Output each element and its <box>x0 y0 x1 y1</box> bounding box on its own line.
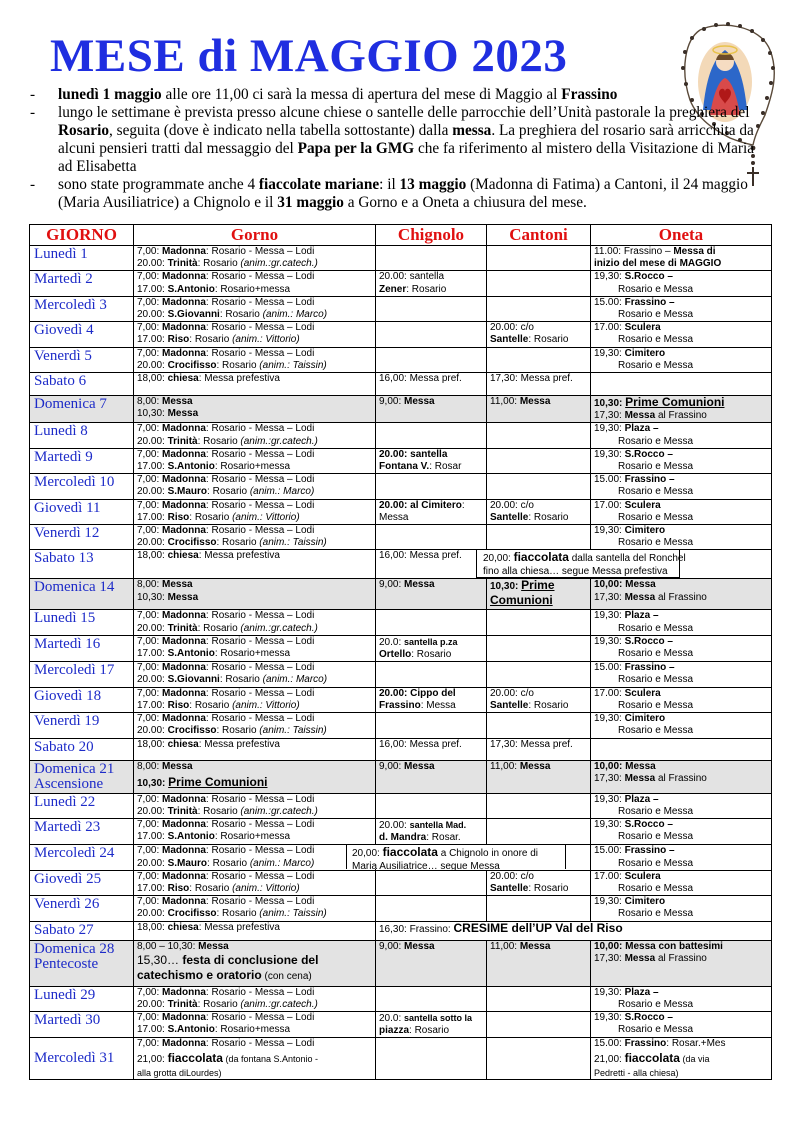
chignolo-cell <box>376 662 487 687</box>
chignolo-cell <box>376 322 487 347</box>
table-row <box>30 246 772 271</box>
chignolo-cell: 20.0: santella p.za Ortello: Rosario <box>376 635 487 661</box>
day-cell: Martedì 16 <box>30 635 134 661</box>
gorno-cell: 7,00: Madonna: Rosario - Messa – Lodi 20.00: S.Giovanni: Rosario (anim.: Marco) <box>134 662 376 687</box>
chignolo-cell: 9,00: Messa <box>376 579 487 610</box>
table-row <box>30 921 772 940</box>
oneta-cell: 19,30: S.Rocco – Rosario e Messa <box>591 271 772 296</box>
oneta-cell: 17.00: Sculera Rosario e Messa <box>591 687 772 712</box>
oneta-cell: 10,00: Messa 17,30: Messa al Frassino <box>591 760 772 793</box>
table-row <box>30 271 772 296</box>
intro-item-1: - lunedì 1 maggio alle ore 11,00 ci sarà la messa di apertura del mese di Maggio al Frassino <box>30 86 770 104</box>
cantoni-cell <box>487 610 591 635</box>
oneta-cell: 15.00: Frassino – Rosario e Messa <box>591 474 772 499</box>
oneta-cell: 19,30: Cimitero Rosario e Messa <box>591 525 772 550</box>
gorno-cell: 8,00: Messa 10,30: Messa <box>134 396 376 423</box>
chignolo-cell <box>376 896 487 921</box>
chignolo-cell <box>376 347 487 372</box>
oneta-cell: 17.00: Sculera Rosario e Messa <box>591 870 772 895</box>
table-row <box>30 793 772 818</box>
table-row <box>30 760 772 793</box>
cantoni-cell <box>487 271 591 296</box>
day-cell: Martedì 9 <box>30 448 134 473</box>
cantoni-cell <box>487 818 591 844</box>
gorno-cell: 18,00: chiesa: Messa prefestiva <box>134 738 376 760</box>
col-header-oneta: Oneta <box>591 225 772 246</box>
cantoni-cell <box>487 662 591 687</box>
gorno-cell: 18,00: chiesa: Messa prefestiva <box>134 550 376 579</box>
table-row <box>30 896 772 921</box>
day-cell: Venerdì 19 <box>30 713 134 738</box>
gorno-cell: 7,00: Madonna: Rosario - Messa – Lodi 20.00: Crocifisso: Rosario (anim.: Taissin) <box>134 347 376 372</box>
oneta-cell: 19,30: Plaza – Rosario e Messa <box>591 793 772 818</box>
chignolo-cell: 16,00: Messa pref. <box>376 550 487 579</box>
table-row <box>30 738 772 760</box>
table-row <box>30 525 772 550</box>
intro-list <box>30 86 770 212</box>
table-row <box>30 373 772 396</box>
oneta-cell: 15.00: Frassino: Rosar.+Mes 21,00: fiaccolata (da via Pedretti - alla chiesa) <box>591 1038 772 1080</box>
day-cell: Giovedì 25 <box>30 870 134 895</box>
oneta-cell: 10,30: Prime Comunioni 17,30: Messa al Frassino <box>591 396 772 423</box>
cantoni-cell: 20.00: c/o Santelle: Rosario <box>487 499 591 524</box>
gorno-cell: 7,00: Madonna: Rosario - Messa – Lodi 20.00: S.Mauro: Rosario (anim.: Marco) <box>134 845 376 870</box>
chignolo-cell: 9,00: Messa <box>376 396 487 423</box>
oneta-cell: 19,30: S.Rocco – Rosario e Messa <box>591 1011 772 1037</box>
oneta-cell: 19,30: S.Rocco – Rosario e Messa <box>591 818 772 844</box>
chignolo-cell: 20.00: santella Mad. d. Mandra: Rosar. <box>376 818 487 844</box>
chignolo-cell: 20.00: santella Fontana V.: Rosar <box>376 448 487 473</box>
cantoni-cell <box>487 296 591 321</box>
cantoni-cell <box>487 986 591 1011</box>
day-cell: Martedì 30 <box>30 1011 134 1037</box>
chignolo-cell <box>376 1038 487 1080</box>
gorno-cell: 7,00: Madonna: Rosario - Messa – Lodi 17.00: S.Antonio: Rosario+messa <box>134 271 376 296</box>
cantoni-cell <box>487 1038 591 1080</box>
col-header-giorno: GIORNO <box>30 225 134 246</box>
table-row <box>30 845 772 870</box>
chignolo-cell <box>376 423 487 448</box>
chignolo-cell <box>376 986 487 1011</box>
day-cell: Venerdì 26 <box>30 896 134 921</box>
oneta-cell: 17.00: Sculera Rosario e Messa <box>591 322 772 347</box>
table-row <box>30 713 772 738</box>
chignolo-cell <box>376 713 487 738</box>
cantoni-cell: 11,00: Messa <box>487 396 591 423</box>
day-cell: Lunedì 22 <box>30 793 134 818</box>
cantoni-cell <box>487 1011 591 1037</box>
gorno-cell: 7,00: Madonna: Rosario - Messa – Lodi 17.00: Riso: Rosario (anim.: Vittorio) <box>134 499 376 524</box>
day-cell: Domenica 14 <box>30 579 134 610</box>
cantoni-cell: 17,30: Messa pref. <box>487 373 591 396</box>
oneta-cell: 15.00: Frassino – Rosario e Messa <box>591 845 772 870</box>
day-cell: Mercoledì 3 <box>30 296 134 321</box>
gorno-cell: 18,00: chiesa: Messa prefestiva <box>134 921 376 940</box>
cantoni-cell: 20.00: c/o Santelle: Rosario <box>487 687 591 712</box>
chignolo-cell <box>376 610 487 635</box>
oneta-cell: 17.00: Sculera Rosario e Messa <box>591 499 772 524</box>
cantoni-cell: 10,30: Prime Comunioni <box>487 579 591 610</box>
cantoni-cell <box>487 896 591 921</box>
gorno-cell: 7,00: Madonna: Rosario - Messa – Lodi 20.00: Trinità: Rosario (anim.:gr.catech.) <box>134 986 376 1011</box>
oneta-cell: 19,30: Plaza – Rosario e Messa <box>591 423 772 448</box>
chignolo-cell: 20.00: santella Zener: Rosario <box>376 271 487 296</box>
oneta-cell: 15.00: Frassino – Rosario e Messa <box>591 662 772 687</box>
chignolo-cell <box>376 525 487 550</box>
cantoni-oneta-cell: 20,00: fiaccolata dalla santella del Ronchel fino alla chiesa… segue Messa prefestiva <box>487 550 772 579</box>
oneta-cell: 15.00: Frassino – Rosario e Messa <box>591 296 772 321</box>
intro-item-3: - sono state programmate anche 4 fiaccolate mariane: il 13 maggio (Madonna di Fatima) a Cantoni, il 24 maggio (Maria Ausiliatrice) a Chignolo e il 31 maggio a Gorno e a Oneta a chiusura del mese. <box>30 176 770 212</box>
chignolo-cell: 9,00: Messa <box>376 760 487 793</box>
schedule-table <box>29 224 772 1080</box>
day-cell: Sabato 27 <box>30 921 134 940</box>
cantoni-cell: 20.00: c/o Santelle: Rosario <box>487 322 591 347</box>
gorno-cell: 7,00: Madonna: Rosario - Messa – Lodi 20.00: S.Giovanni: Rosario (anim.: Marco) <box>134 296 376 321</box>
col-header-chignolo: Chignolo <box>376 225 487 246</box>
table-row <box>30 635 772 661</box>
page-title: MESE di MAGGIO 2023 <box>50 30 568 82</box>
cantoni-cell <box>487 635 591 661</box>
cantoni-cell <box>487 713 591 738</box>
gorno-cell: 7,00: Madonna: Rosario - Messa – Lodi 20.00: Trinità: Rosario (anim.:gr.catech.) <box>134 246 376 271</box>
day-cell: Lunedì 8 <box>30 423 134 448</box>
oneta-cell: 19,30: Cimitero Rosario e Messa <box>591 713 772 738</box>
table-row <box>30 610 772 635</box>
day-cell: Mercoledì 10 <box>30 474 134 499</box>
gorno-cell: 7,00: Madonna: Rosario - Messa – Lodi 20.00: Trinità: Rosario (anim.:gr.catech.) <box>134 793 376 818</box>
table-row <box>30 940 772 986</box>
col-header-gorno: Gorno <box>134 225 376 246</box>
oneta-cell: 19,30: S.Rocco – Rosario e Messa <box>591 448 772 473</box>
cantoni-cell: 17,30: Messa pref. <box>487 738 591 760</box>
chignolo-oneta-cell: 16,30: Frassino: CRESIME dell’UP Val del Riso <box>376 921 772 940</box>
oneta-cell: 19,30: Plaza – Rosario e Messa <box>591 986 772 1011</box>
gorno-cell: 7,00: Madonna: Rosario - Messa – Lodi 17.00: S.Antonio: Rosario+messa <box>134 1011 376 1037</box>
day-cell: Giovedì 4 <box>30 322 134 347</box>
cantoni-cell <box>487 525 591 550</box>
gorno-cell: 7,00: Madonna: Rosario - Messa – Lodi 20.00: Crocifisso: Rosario (anim.: Taissin) <box>134 525 376 550</box>
table-row <box>30 1011 772 1037</box>
chignolo-cell <box>376 296 487 321</box>
chignolo-cell: 20.00: al Cimitero: Messa <box>376 499 487 524</box>
day-cell: Lunedì 15 <box>30 610 134 635</box>
day-cell: Venerdì 5 <box>30 347 134 372</box>
oneta-cell: 10,00: Messa 17,30: Messa al Frassino <box>591 579 772 610</box>
table-row <box>30 296 772 321</box>
gorno-cell: 7,00: Madonna: Rosario - Messa – Lodi 17.00: S.Antonio: Rosario+messa <box>134 818 376 844</box>
day-cell: Mercoledì 24 <box>30 845 134 870</box>
chignolo-cell <box>376 474 487 499</box>
intro-item-2: - lungo le settimane è prevista presso alcune chiese o santelle delle parrocchie dell’Unità pastorale la preghiera del Rosario, seguita (dove è indicato nella tabella sottostante) dalla messa. La preghiera del rosario sarà arricchita da alcuni pensieri tratti dal messaggio del Papa per la GMG che fa riferimento al mistero della Visitazione di Maria ad Elisabetta <box>30 104 770 176</box>
oneta-cell: 10,00: Messa con battesimi 17,30: Messa al Frassino <box>591 940 772 986</box>
day-cell: Martedì 23 <box>30 818 134 844</box>
table-row <box>30 687 772 712</box>
chignolo-cell: 20.0: santella sotto la piazza: Rosario <box>376 1011 487 1037</box>
cantoni-cell <box>487 347 591 372</box>
day-cell: Sabato 13 <box>30 550 134 579</box>
chignolo-cell: 16,00: Messa pref. <box>376 373 487 396</box>
oneta-cell: 19,30: S.Rocco – Rosario e Messa <box>591 635 772 661</box>
day-cell: Venerdì 12 <box>30 525 134 550</box>
table-row <box>30 322 772 347</box>
oneta-cell: 19,30: Cimitero Rosario e Messa <box>591 347 772 372</box>
table-row <box>30 499 772 524</box>
gorno-cell: 7,00: Madonna: Rosario - Messa – Lodi 21,00: fiaccolata (da fontana S.Antonio - alla grotta diLourdes) <box>134 1038 376 1080</box>
cantoni-cell <box>487 246 591 271</box>
gorno-cell: 7,00: Madonna: Rosario - Messa – Lodi 17.00: Riso: Rosario (anim.: Vittorio) <box>134 870 376 895</box>
gorno-cell: 7,00: Madonna: Rosario - Messa – Lodi 20.00: Trinità: Rosario (anim.:gr.catech.) <box>134 423 376 448</box>
chignolo-cell: 9,00: Messa <box>376 940 487 986</box>
table-row <box>30 1038 772 1080</box>
oneta-cell: 19,30: Cimitero Rosario e Messa <box>591 896 772 921</box>
table-row <box>30 396 772 423</box>
col-header-cantoni: Cantoni <box>487 225 591 246</box>
day-cell: Giovedì 11 <box>30 499 134 524</box>
chignolo-cell: 16,00: Messa pref. <box>376 738 487 760</box>
day-cell: Domenica 21 Ascensione <box>30 760 134 793</box>
chignolo-cell: 20.00: Cippo del Frassino: Messa <box>376 687 487 712</box>
gorno-cell: 7,00: Madonna: Rosario - Messa – Lodi 17.00: Riso: Rosario (anim.: Vittorio) <box>134 322 376 347</box>
cantoni-cell: 11,00: Messa <box>487 940 591 986</box>
day-cell: Martedì 2 <box>30 271 134 296</box>
day-cell: Lunedì 1 <box>30 246 134 271</box>
day-cell: Domenica 28 Pentecoste <box>30 940 134 986</box>
table-row <box>30 474 772 499</box>
cantoni-cell: 11,00: Messa <box>487 760 591 793</box>
chignolo-cell <box>376 870 487 895</box>
chignolo-cell <box>376 793 487 818</box>
gorno-cell: 7,00: Madonna: Rosario - Messa – Lodi 17.00: S.Antonio: Rosario+messa <box>134 448 376 473</box>
day-cell: Mercoledì 31 <box>30 1038 134 1080</box>
gorno-cell: 7,00: Madonna: Rosario - Messa – Lodi 20.00: Crocifisso: Rosario (anim.: Taissin) <box>134 896 376 921</box>
chignolo-cell <box>376 246 487 271</box>
table-row <box>30 550 772 579</box>
chignolo-cantoni-cell: 20,00: fiaccolata a Chignolo in onore di Maria Ausiliatrice… segue Messa <box>376 845 591 870</box>
oneta-cell <box>591 373 772 396</box>
day-cell: Giovedì 18 <box>30 687 134 712</box>
cantoni-cell <box>487 423 591 448</box>
cantoni-cell <box>487 448 591 473</box>
table-row <box>30 579 772 610</box>
oneta-cell: 19,30: Plaza – Rosario e Messa <box>591 610 772 635</box>
gorno-cell: 8,00: Messa 10,30: Prime Comunioni <box>134 760 376 793</box>
table-row <box>30 818 772 844</box>
gorno-cell: 18,00: chiesa: Messa prefestiva <box>134 373 376 396</box>
cantoni-cell <box>487 474 591 499</box>
oneta-cell <box>591 738 772 760</box>
day-cell: Sabato 6 <box>30 373 134 396</box>
table-row <box>30 870 772 895</box>
table-row <box>30 347 772 372</box>
cantoni-cell: 20.00: c/o Santelle: Rosario <box>487 870 591 895</box>
table-row <box>30 986 772 1011</box>
gorno-cell: 7,00: Madonna: Rosario - Messa – Lodi 20.00: Trinità: Rosario (anim.:gr.catech.) <box>134 610 376 635</box>
oneta-cell: 11.00: Frassino – Messa di inizio del mese di MAGGIO <box>591 246 772 271</box>
table-header-row <box>30 225 772 246</box>
day-cell: Mercoledì 17 <box>30 662 134 687</box>
gorno-cell: 7,00: Madonna: Rosario - Messa – Lodi 17.00: Riso: Rosario (anim.: Vittorio) <box>134 687 376 712</box>
day-cell: Sabato 20 <box>30 738 134 760</box>
gorno-cell: 8,00 – 10,30: Messa 15,30… festa di conclusione del catechismo e oratorio (con cena) <box>134 940 376 986</box>
gorno-cell: 7,00: Madonna: Rosario - Messa – Lodi 20.00: Crocifisso: Rosario (anim.: Taissin) <box>134 713 376 738</box>
cantoni-cell <box>487 793 591 818</box>
table-row <box>30 662 772 687</box>
gorno-cell: 7,00: Madonna: Rosario - Messa – Lodi 20.00: S.Mauro: Rosario (anim.: Marco) <box>134 474 376 499</box>
gorno-cell: 7,00: Madonna: Rosario - Messa – Lodi 17.00: S.Antonio: Rosario+messa <box>134 635 376 661</box>
table-row <box>30 423 772 448</box>
gorno-cell: 8,00: Messa 10,30: Messa <box>134 579 376 610</box>
table-row <box>30 448 772 473</box>
day-cell: Lunedì 29 <box>30 986 134 1011</box>
day-cell: Domenica 7 <box>30 396 134 423</box>
